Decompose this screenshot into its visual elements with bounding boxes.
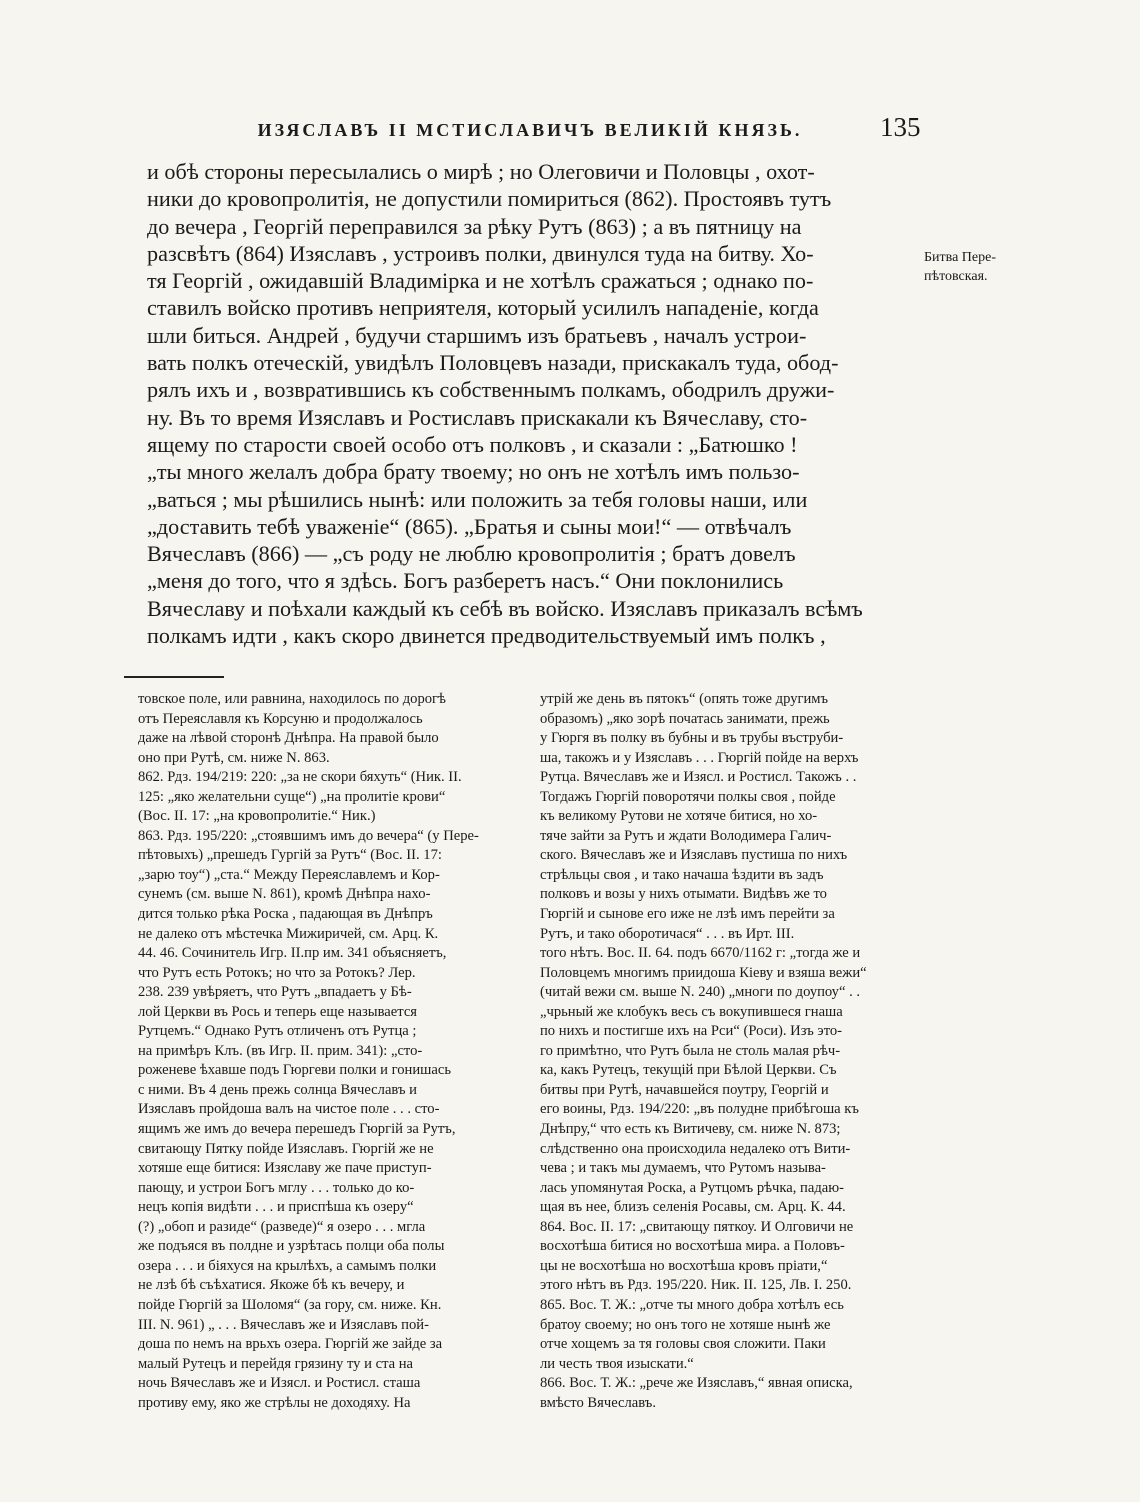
footnote-line: (читай вежи см. выше N. 240) „многи по доупоу“ . . [540,984,861,1001]
footnote-line: Гюргій и сынове его иже не лзѣ имъ перейти за [540,906,835,923]
footnote-line: битвы при Рутѣ, начавшейся поутру, Георгій и [540,1081,829,1098]
main-text-line: ящему по старости своей особо отъ полковъ , и сказали : „Батюшко ! [147,431,798,457]
footnote-line: на примѣръ Клъ. (въ Игр. II. прим. 341): „сто- [138,1042,423,1059]
footnote-line: что Рутъ есть Ротокъ; но что за Ротокъ? Лер. [138,964,416,981]
main-text-line: и обѣ стороны пересылались о мирѣ ; но Олеговичи и Половцы , охот- [147,159,815,184]
footnote-line: озера . . . и біяхуся на крылѣхъ, а самымъ полки [138,1257,437,1274]
main-text-line: „доставить тебѣ уваженіе“ (865). „Братья и сыны мои!“ — отвѣчалъ [147,513,792,539]
footnote-line: Рутцемъ.“ Однако Рутъ отличенъ отъ Рутца ; [138,1023,417,1040]
footnote-line: Днѣпру,“ что есть къ Витичеву, см. ниже N. 873; [540,1121,841,1138]
main-text-line: „ты много желалъ добра брату твоему; но онъ не хотѣлъ имъ пользо- [147,459,800,485]
footnote-line: ночь Вячеславъ же и Изясл. и Ростисл. сташа [138,1375,421,1392]
footnote-line: 864. Вос. II. 17: „свитающу пяткоу. И Олговичи не [540,1218,854,1235]
footnote-line: ша, такожъ и у Изяславъ . . . Гюргій пойде на верхъ [540,749,859,766]
footnote-line: пѣтовыхъ) „прешедъ Гургій за Рутъ“ (Вос. II. 17: [138,847,442,864]
footnote-line: „зарю тоу“) „ста.“ Между Переяславлемъ и Кор- [138,866,440,883]
footnote-line: тяче зайти за Рутъ и ждати Володимера Галич- [540,827,832,844]
footnote-line: оно при Рутѣ, см. ниже N. 863. [138,749,330,766]
footnote-rule [124,676,224,678]
footnote-line: этого нѣтъ въ Рдз. 195/220. Ник. II. 125, Лв. I. 250. [540,1277,852,1294]
footnote-line: щая въ нее, близъ селенія Росавы, см. Арц. К. 44. [540,1199,846,1216]
main-text-line: полкамъ идти , какъ скоро двинется предводительствуемый имъ полкъ , [147,623,826,649]
footnote-line: пающу, и устрои Богъ мглу . . . только до ко- [138,1179,415,1196]
footnote-line: лой Церкви въ Рось и теперь еще называется [138,1003,418,1020]
footnote-line: свитающу Пятку пойде Изяславъ. Гюргій же не [138,1140,434,1157]
footnote-line: ли честь твоя изыскати.“ [540,1355,694,1372]
footnote-line: восхотѣша битися но восхотѣша мира. а Половъ- [540,1238,845,1255]
margin-note [924,248,1074,286]
footnote-line: III. N. 961) „ . . . Вячеславъ же и Изяславъ пой- [138,1316,429,1333]
footnote-line: (Вос. II. 17: „на кровопролитіе.“ Ник.) [138,808,376,825]
main-text-line: „меня до того, что я здѣсь. Богъ разберетъ насъ.“ Они поклонились [147,568,784,594]
main-text-line: рялъ ихъ и , возвратившись къ собственнымъ полкамъ, ободрилъ дружи- [147,377,835,403]
main-text-line: ставилъ войско противъ неприятеля, который усилилъ нападеніе, когда [147,295,819,321]
footnote-line: утрій же день въ пятокъ“ (опять тоже другимъ [540,691,829,707]
footnote-line: ского. Вячеславъ же и Изяславъ пустиша по нихъ [540,847,848,864]
footnote-line: 862. Рдз. 194/219: 220: „за не скори бяхуть“ (Ник. II. [138,769,462,786]
footnote-line: отче хощемъ за тя головы своя сложити. Паки [540,1336,826,1353]
main-text-line: до вечера , Георгій переправился за рѣку Рутъ (863) ; а въ пятницу на [147,213,802,239]
footnote-line: у Гюргя въ полку въ бубны и въ трубы въструби- [540,730,844,747]
footnote-line: полковъ и возы у нихъ отымати. Видѣвъ же то [540,886,827,903]
main-text-line: шли биться. Андрей , будучи старшимъ изъ братьевъ , началъ устрои- [147,322,807,348]
footnote-line: 865. Вос. Т. Ж.: „отче ты много добра хотѣлъ есь [540,1296,844,1313]
footnote-line: „чрьный же клобукъ весь съ вокупившеся гнаша [540,1003,843,1020]
footnote-line: товское поле, или равнина, находилось по дорогѣ [138,691,446,707]
footnote-line: ящимъ же имъ до вечера перешедъ Гюргій за Рутъ, [138,1121,456,1138]
footnote-line: даже на лѣвой сторонѣ Днѣпра. На правой было [138,730,439,747]
main-text [147,158,917,649]
footnote-line: с ними. Въ 4 день прежь солнца Вячеславъ и [138,1081,417,1098]
footnote-line: Тогдажъ Гюргій поворотячи полкы своя , пойде [540,788,836,805]
margin-note-line: пѣтовская. [924,269,988,284]
main-text-line: „ваться ; мы рѣшились нынѣ: или положить за тебя головы наши, или [147,486,808,512]
footnote-line: дится только рѣка Роска , падающая въ Днѣпръ [138,906,433,923]
footnote-line: 125: „яко желательни суще“) „на пролитіе крови“ [138,788,446,805]
main-text-line: вать полкъ отеческій, увидѣлъ Половцевъ назади, прискакалъ туда, обод- [147,350,839,376]
page-number: 135 [880,112,921,142]
footnote-line: хотяше еще битися: Изяславу же паче приступ- [138,1160,432,1177]
footnote-line: доша по немъ на врьхъ озера. Гюргій же зайде за [138,1336,443,1353]
main-text-line: тя Георгій , ожидавшій Владимірка и не хотѣлъ сражаться ; однако по- [147,268,814,294]
footnotes-left-column [138,690,530,1413]
footnote-line: его воины, Рдз. 194/220: „въ полудне прибѣгоша къ [540,1101,859,1118]
footnote-line: стрѣльцы своя , и тако начаша ѣздити въ задъ [540,866,824,883]
footnote-line: противу ему, яко же стрѣлы не доходяху. На [138,1394,411,1411]
footnote-line: сунемъ (см. выше N. 861), кромѣ Днѣпра нахо- [138,886,431,903]
footnote-line: образомъ) „яко зорѣ початась занимати, прежь [540,710,830,727]
main-text-line: ники до кровопролитія, не допустили помириться (862). Простоявъ тутъ [147,186,832,212]
footnote-line: 863. Рдз. 195/220: „стоявшимъ имъ до вечера“ (у Пере- [138,827,479,844]
footnote-line: слѣдственно она происходила недалеко отъ Вити- [540,1140,851,1157]
footnote-line: го примѣтно, что Рутъ была не столь малая рѣч- [540,1042,841,1059]
main-text-line: Вячеславу и поѣхали каждый къ себѣ въ войско. Изяславъ приказалъ всѣмъ [147,595,863,621]
margin-note-line: Битва Пере- [924,250,996,265]
footnote-line: къ великому Рутови не хотяче битися, но хо- [540,808,818,825]
footnote-line: (?) „обоп и разиде“ (разведе)“ я озеро . . . мгла [138,1218,426,1235]
main-text-line: разсвѣтъ (864) Изяславъ , устроивъ полки, двинулся туда на битву. Хо- [147,240,814,266]
footnote-line: братоу своему; но онъ того не хотяше нынѣ же [540,1316,831,1333]
footnote-line: Рутъ, и тако оборотичася“ . . . въ Ирт. III. [540,925,795,942]
footnote-line: отъ Переяславля къ Корсуню и продолжалось [138,710,423,727]
footnote-line: роженеве ѣхавше подъ Гюргеви полки и гонишась [138,1062,452,1079]
footnote-line: 238. 239 увѣряетъ, что Рутъ „впадаетъ у Бѣ- [138,984,412,1001]
footnote-line: же подъяся въ полдне и узрѣтась полци оба полы [138,1238,445,1255]
main-text-line: ну. Въ то время Изяславъ и Ростиславъ прискакали къ Вячеславу, сто- [147,404,808,430]
footnote-line: 866. Вос. Т. Ж.: „рече же Изяславъ,“ явная описка, [540,1375,853,1392]
footnote-line: вмѣсто Вячеславъ. [540,1394,656,1411]
footnote-line: цы не восхотѣша но восхотѣша кровъ пріати,“ [540,1257,828,1274]
footnote-line: не далеко отъ мѣстечка Мижиричей, см. Арц. К. [138,925,439,942]
footnotes-right-column [540,690,922,1413]
footnote-line: того нѣтъ. Вос. II. 64. подъ 6670/1162 г: „тогда же и [540,945,861,962]
footnote-line: 44. 46. Сочинитель Игр. II.пр им. 341 объясняетъ, [138,945,447,962]
footnote-line: ка, какъ Рутецъ, текущій при Бѣлой Церкви. Съ [540,1062,837,1079]
footnote-line: малый Рутецъ и перейдя грязину ту и ста на [138,1355,414,1372]
footnote-line: Изяславъ пройдоша валъ на чистое поле . . . сто- [138,1101,440,1118]
main-text-line: Вячеславъ (866) — „съ роду не люблю кровопролитія ; братъ довелъ [147,541,796,567]
footnote-line: нецъ копія видѣти . . . и приспѣша къ озеру“ [138,1199,414,1216]
footnote-line: Половцемъ многимъ приидоша Кіеву и взяша вежи“ [540,964,867,981]
footnote-line: чева ; и такъ мы думаемъ, что Рутомъ называ- [540,1160,826,1177]
footnote-line: лась упомянутая Роска, а Рутцомъ рѣчка, падаю- [540,1179,844,1196]
footnote-line: не лзѣ бѣ съѣхатися. Якоже бѣ къ вечеру, и [138,1277,405,1294]
footnote-line: Рутца. Вячеславъ же и Изясл. и Ростисл. Такожъ . . [540,769,857,786]
running-title: ИЗЯСЛАВЪ II МСТИСЛАВИЧЪ ВЕЛИКІЙ КНЯЗЬ. [257,120,803,140]
footnote-line: пойде Гюргій за Шоломя“ (за гору, см. ниже. Кн. [138,1296,442,1313]
footnote-line: по нихъ и постигше ихъ на Рси“ (Роси). Изъ это- [540,1023,843,1040]
